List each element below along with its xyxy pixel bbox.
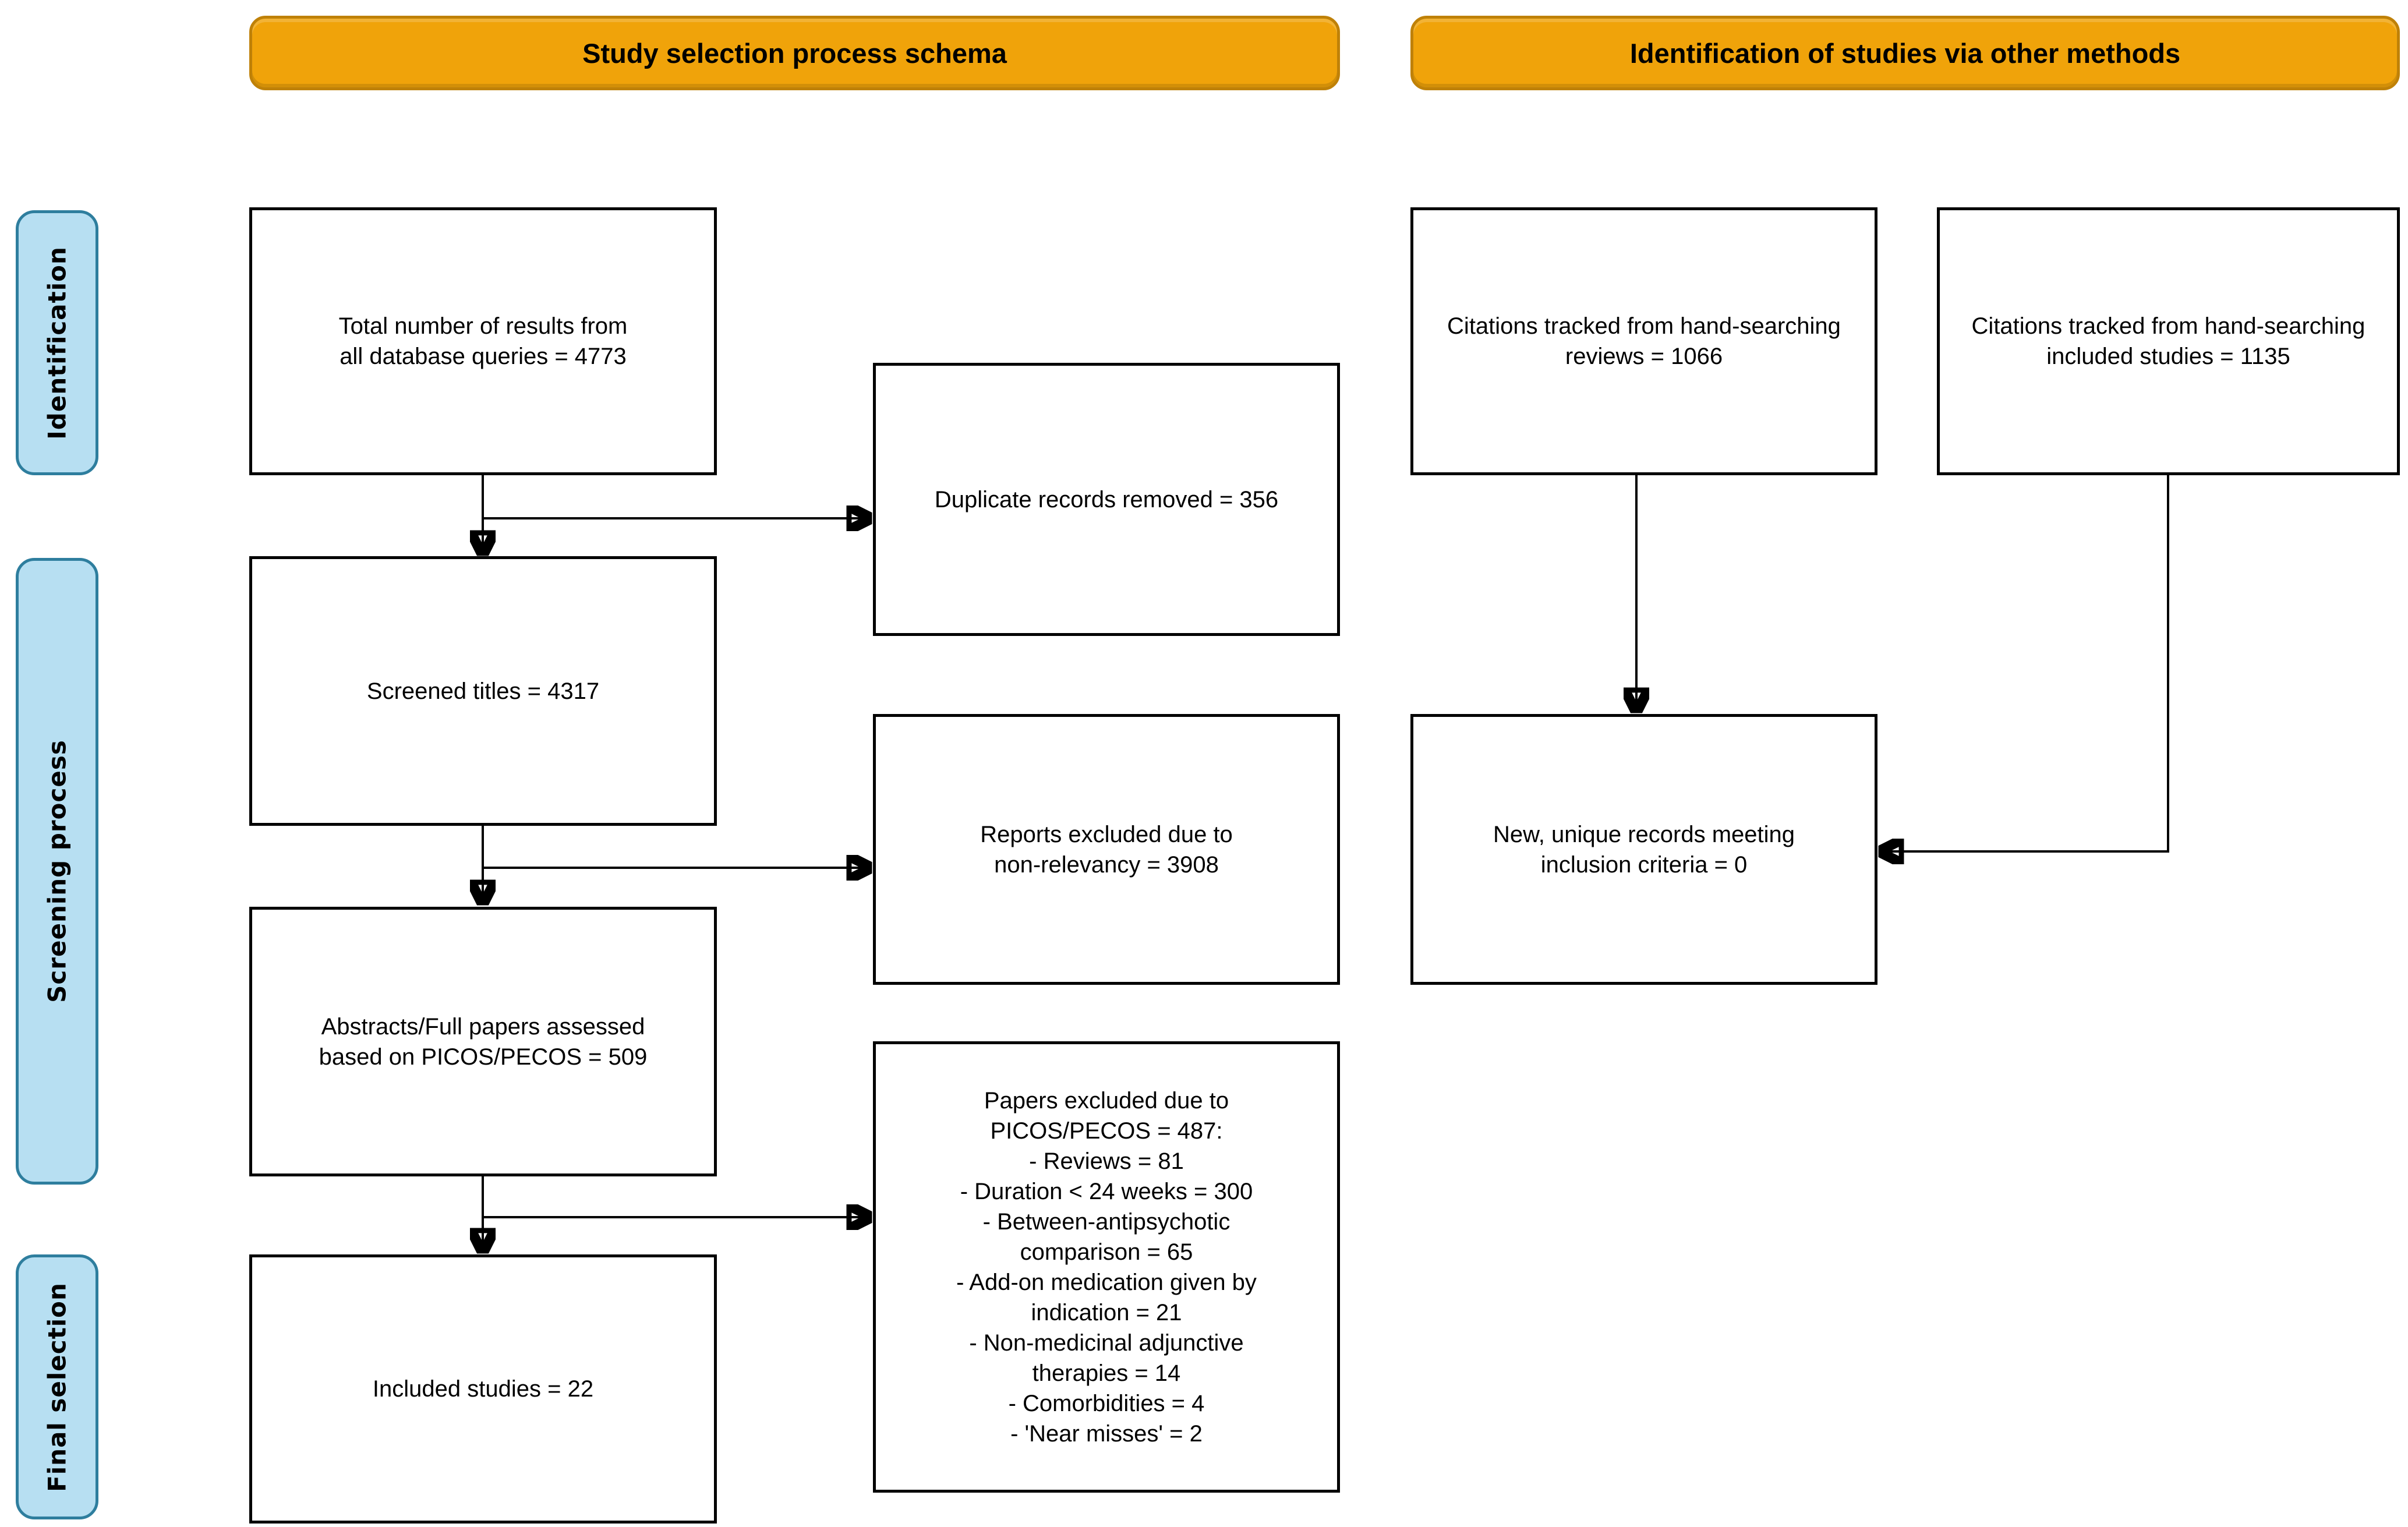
box-citations-reviews-text: Citations tracked from hand-searching reviews = 1066 [1447,313,1841,369]
stage-final-selection [16,1254,98,1519]
box-screened-titles-text: Screened titles = 4317 [366,678,600,704]
box-total-results-text: Total number of results from all database queries = 4773 [338,313,628,369]
box-included-studies [249,1254,717,1524]
box-included-studies-text: Included studies = 22 [372,1376,594,1402]
stage-identification [16,210,98,475]
box-reports-excluded [873,714,1340,985]
header-study-selection-label: Study selection process schema [582,37,1007,69]
box-new-unique-records [1410,714,1877,985]
box-screened-titles [249,556,717,826]
box-papers-excluded [873,1041,1340,1493]
header-study-selection [249,16,1340,90]
box-duplicates-removed-text: Duplicate records removed = 356 [934,486,1279,512]
box-reports-excluded-text: Reports excluded due to non-relevancy = 3908 [980,821,1233,878]
stage-screening-process [16,558,98,1185]
header-other-methods [1410,16,2400,90]
box-duplicates-removed [873,363,1340,636]
box-citations-included-studies-text: Citations tracked from hand-searching included studies = 1135 [1971,313,2365,369]
stage-screening-process-label: Screening process [43,740,72,1003]
box-citations-reviews [1410,207,1877,475]
box-abstracts-assessed [249,907,717,1176]
arrow-included-studies-to-new-records [1882,475,2168,851]
stage-identification-label: Identification [43,246,72,440]
box-abstracts-assessed-text: Abstracts/Full papers assessed based on PICOS/PECOS = 509 [319,1013,648,1070]
box-citations-included-studies [1937,207,2400,475]
stage-final-selection-label: Final selection [43,1282,72,1492]
header-other-methods-label: Identification of studies via other methods [1629,37,2181,69]
box-papers-excluded-text: Papers excluded due to PICOS/PECOS = 487: - Reviews = 81 - Duration < 24 weeks = 300 - Between-antipsychotic comparison = 65 - Add-on medication given by indication = 21 - Non-medicinal adjunctive therapies = 14 - Comorbidities = 4 - 'Near misses' = 2 [956,1087,1257,1447]
box-total-results [249,207,717,475]
box-new-unique-records-text: New, unique records meeting inclusion criteria = 0 [1493,821,1795,878]
